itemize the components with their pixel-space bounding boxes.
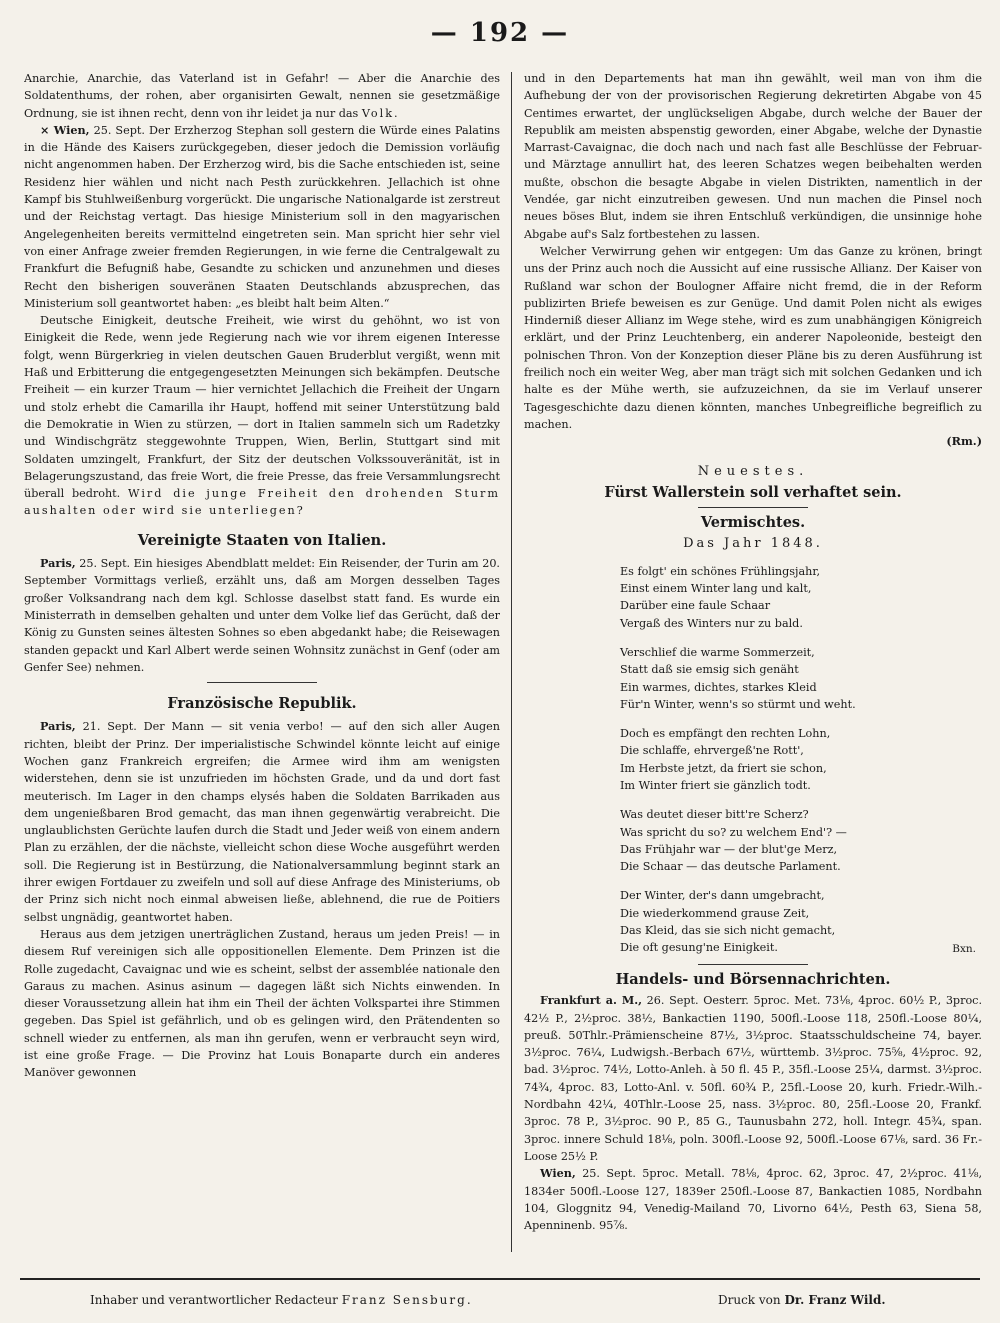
market-report-frankfurt [524, 992, 982, 1165]
spaced-text: Wird die junge Freiheit den drohenden Sturm aushalten oder wird sie unterliegen? [24, 487, 500, 518]
article-text: 25. Sept. Ein hiesiges Abendblatt meldet: Ein Reisender, der Turin am 20. September Vormittags verließ, erzählt uns, daß am Morgen desselben Tages großer Volksandrang nach dem kgl. Schlosse daselbst statt fand. Es wurde ein Ministerrath in demselben gehalten und unter dem Volke lief das Gerücht, daß der König zu Gunsten seines ältesten Sohnes so eben abgedankt habe; die Reisewagen standen gepackt und Karl Albert werde seinen Wohnsitz zunächst in Genf (oder am Genfer See) nehmen. [24, 557, 500, 674]
poem-line: Vergaß des Winters nur zu bald. [620, 616, 803, 630]
poem-stanza [620, 563, 982, 632]
poem-line: Im Winter friert sie gänzlich todt. [620, 778, 811, 792]
poem-line: Für'n Winter, wenn's so stürmt und weht. [620, 697, 856, 711]
poem-stanza [620, 806, 982, 875]
article-wien [24, 122, 500, 312]
paragraph-text: Anarchie, Anarchie, das Vaterland ist in Gefahr! — Aber die Anarchie des Soldatenthums, der rohen, aber organisirten Gewalt, nennen sie gesetzmäßige Ordnung, sie ist ihnen recht, denn von ihr leidet ja nur das [24, 72, 500, 120]
right-column [524, 70, 982, 1255]
poem-line: Die schlaffe, ehrvergeß'ne Rott', [620, 744, 804, 758]
footer-name: Dr. Franz Wild. [784, 1293, 886, 1307]
poem-title: Das Jahr 1848. [683, 536, 823, 552]
column-divider [511, 72, 512, 1252]
market-text: 26. Sept. Oesterr. 5proc. Met. 73⅛, 4proc. 60½ P., 3proc. 42½ P., 2½proc. 38½, Bankactien 1190, 500fl.-Loose 118, 250fl.-Loose 80¼, preuß. 50Thlr.-Prämienscheine 87½, 3½proc. Staatsschuldscheine 74, bayer. 3½proc. 76¼, Ludwigsh.-Berbach 67½, württemb. 3½proc. 75⅝, 4½proc. 92, bad. 3½proc. 74½, Lotto-Anleh. à 50 fl. 45 P., 35fl.-Loose 25¼, darmst. 3½proc. 74¾, 4proc. 83, Lotto-Anl. v. 50fl. 60¾ P., 25fl.-Loose 20, kurh. Friedr.-Wilh.-Nordbahn 42¼, 40Thlr.-Loose 25, nass. 3½proc. 80, 25fl.-Loose 20, Frankf. 3proc. 78 P., 3½proc. 90 P., 85 G., Taunusbahn 272, holl. Integr. 45¾, span. 3proc. innere Schuld 18⅛, poln. 300fl.-Loose 92, 500fl.-Loose 67⅛, sard. 36 Fr.-Loose 25½ P. [524, 994, 982, 1163]
paragraph-text: Deutsche Einigkeit, deutsche Freiheit, wie wirst du gehöhnt, wo ist von Einigkeit die Rede, wenn jede Regierung nach wie vor ihrem eigenen Interesse folgt, wenn Bürgerkrieg in vielen deutschen Gauen Bruderblut vergißt, wenn mit Haß und Erbitterung die entgegengesetzten Meinungen sich bekämpfen. Deutsche Freiheit — ein kurzer Traum — hier vernichtet Jellachich die Freiheit der Ungarn und stolz erhebt die Camarilla ihr Haupt, hoffend mit seiner Unterstützung bald die Demokratie in Wien zu stürzen, — dort in Italien sammeln sich um Radetzky und Windischgrätz steggewohnte Truppen, Wien, Berlin, Stuttgart sind mit Soldaten umzingelt, Frankfurt, der Sitz der deutschen Volkssouveränität, ist in Belagerungszustand, das freie Wort, die freie Presse, das freie Versammlungsrecht überall bedroht. [24, 314, 500, 501]
dateline: ⨯ Wien, [40, 122, 90, 137]
poem-line: Darüber eine faule Schaar [620, 599, 771, 613]
poem-line: Statt daß sie emsig sich genäht [620, 663, 799, 677]
dateline: Wien, [540, 1166, 576, 1181]
poem-line: Die wiederkommend grause Zeit, [620, 906, 810, 920]
section-heading-vermischtes: Vermischtes. [700, 514, 806, 532]
footer-label: Inhaber und verantwortlicher Redacteur [90, 1293, 338, 1307]
dateline: Paris, [40, 719, 76, 734]
section-separator [698, 964, 808, 965]
article-text: 21. Sept. Der Mann — sit venia verbo! — auf den sich aller Augen richten, bleibt der Prinz. Der imperialistische Schwindel könnte leicht auf einige Wochen ganz Frankreich ergreifen; die Armee wird ihm am wenigsten widerstehen, denn sie ist unzufrieden im höchsten Grade, und da und dort fast meuterisch. Im Lager in den champs elysés haben die Soldaten Barrikaden aus dem ungenießbaren Brod gemacht, das man ihnen gegenwärtig verabreicht. Die unglaublichsten Gerüchte laufen durch die Stadt und Jeder weiß von einem andern Plan zu erzählen, der die nächste, vielleicht schon diese Woche ausgeführt werden soll. Die Regierung ist in Bestürzung, die Nationalversammlung beginnt stark an ihrer ewigen Fortdauer zu zweifeln und soll auf diese Anfrage des Ministeriums, ob der Prinz sich nicht noch einmal abweisen ließe, ablehnend, die rue de Poitiers selbst ungnädig, geantwortet haben. [24, 720, 500, 924]
poem-line: Doch es empfängt den rechten Lohn, [620, 727, 831, 741]
article-paris-frankreich [24, 718, 500, 926]
poem-line: Die Schaar — das deutsche Parlament. [620, 860, 841, 874]
article-signature: (Rm.) [946, 434, 982, 449]
poem-line: Was spricht du so? zu welchem End'? — [620, 825, 847, 839]
poem-signature: Bxn. [952, 942, 976, 955]
poem-line: Das Kleid, das sie sich nicht gemacht, [620, 924, 836, 938]
dateline: Frankfurt a. M., [540, 993, 643, 1008]
footer-printer [718, 1293, 886, 1307]
poem-line: Was deutet dieser bitt're Scherz? [620, 808, 809, 822]
poem-line: Das Frühjahr war — der blut'ge Merz, [620, 842, 838, 856]
market-text: 25. Sept. 5proc. Metall. 78⅛, 4proc. 62, 3proc. 47, 2½proc. 41⅛, 1834er 500fl.-Loose 127, 1839er 250fl.-Loose 87, Bankactien 1085, Nordbahn 104, Gloggnitz 94, Venedig-Mailand 70, Livorno 64½, Pesth 63, Siena 58, Apenninenb. 95⅞. [524, 1167, 982, 1233]
article-paragraph [24, 70, 500, 122]
poem-line: Einst einem Winter lang und kalt, [620, 582, 812, 596]
article-paragraph: Heraus aus dem jetzigen unerträglichen Zustand, heraus um jeden Preis! — in diesem Ruf vereinigen sich alle oppositionellen Elemente. Dem Prinzen ist die Rolle zugedacht, Cavaignac und wie es scheint, selbst der assemblée nationale den Garaus zu machen. Asinus asinum — dagegen läßt sich Nichts einwenden. In dieser Voraussetzung allein hat ihm ein Theil der ächten Volkspartei ihre Stimmen gegeben. Das Spiel ist gefährlich, und ob es gelingen wird, den Prätendenten so schnell wieder zu entfernen, als man ihn gerufen, wenn er verbraucht seyn wird, ist eine große Frage. — Die Provinz hat Louis Bonaparte durch ein anderes Manöver gewonnen [24, 927, 500, 1080]
footer-publisher [90, 1293, 473, 1307]
section-heading-neuestes: Neuestes. [697, 463, 809, 479]
footer-label: Druck von [718, 1293, 781, 1307]
page-number: — 192 — [430, 18, 570, 48]
poem-line: Ein warmes, dichtes, starkes Kleid [620, 680, 817, 694]
article-paragraph: Welcher Verwirrung gehen wir entgegen: Um das Ganze zu krönen, bringt uns der Prinz auch noch die Aussicht auf eine russische Allianz. Der Kaiser von Rußland war schon der Boulogner Affaire nicht fremd, die in der Reform publizirten Briefe beweisen es zur Genüge. Und damit Polen nicht als ewiges Hinderniß dieser Allianz im Wege stehe, wird es zum unabhängigen Königreich erklärt, und der Prinz Leuchtenberg, ein anderer Napoleonide, besteigt den polnischen Thron. Von der Konzeption dieser Pläne bis zu deren Ausführung ist freilich noch ein weiter Weg, aber man trägt sich mit solchen Gedanken und ich halte es der Mühe werth, sie aufzuzeichnen, da sie im Verlauf unserer Tagesgeschichte dazu dienen könnten, manches Unbegreifliche begreiflich zu machen. [524, 244, 982, 431]
poem-stanza [620, 725, 982, 794]
section-separator [698, 507, 808, 508]
poem-line: Die oft gesung'ne Einigkeit. [620, 941, 778, 955]
article-text: 25. Sept. Der Erzherzog Stephan soll gestern die Würde eines Palatins in die Hände des Kaisers zurückgegeben, dieser jedoch die Demission vorläufig nicht angenommen haben. Der Erzherzog wird, bis die Sache entschieden ist, seine Residenz hier wählen und nicht nach Pesth zurückkehren. Jellachich ist ohne Kampf bis Stuhlweißenburg vorgerückt. Die ungarische Nationalgarde ist zerstreut und der Reichstag vertagt. Das hiesige Ministerium soll in den magyarischen Angelegenheiten bereits vermittelnd eingetreten sein. Man spricht hier sehr viel von einer Anfrage zweier fremden Regierungen, in wie ferne die Centralgewalt zu Frankfurt die Befugniß habe, Gesandte zu schicken und anzunehmen und dieses Recht den bisherigen souveränen Staaten Deutschlands abzusprechen, das Ministerium soll geantwortet haben: „es bleibt halt beim Alten.“ [24, 123, 500, 310]
section-heading-frankreich: Französische Republik. [167, 695, 357, 713]
section-heading-italien: Vereinigte Staaten von Italien. [137, 531, 387, 549]
headline-wallerstein: Fürst Wallerstein soll verhaftet sein. [604, 483, 902, 501]
poem [620, 563, 982, 957]
section-heading-handel: Handels- und Börsennachrichten. [615, 970, 891, 988]
poem-line: Verschlief die warme Sommerzeit, [620, 645, 815, 659]
poem-line: Es folgt' ein schönes Frühlingsjahr, [620, 564, 821, 578]
spaced-text: Volk. [361, 106, 400, 120]
footer-name: Franz Sensburg. [341, 1293, 473, 1307]
dateline: Paris, [40, 556, 76, 571]
poem-stanza [620, 644, 982, 713]
article-paris-italien [24, 555, 500, 676]
footer-rule [20, 1278, 980, 1280]
article-paragraph [24, 312, 500, 520]
section-separator [207, 682, 317, 683]
market-report-wien [524, 1165, 982, 1234]
article-paragraph: und in den Departements hat man ihn gewählt, weil man von ihm die Aufhebung der von der provisorischen Regierung dekretirten Abgabe von 45 Centimes erwartet, der unglückseligen Abgabe, durch welche der Bauer der Republik am meisten abspenstig geworden, einer Abgabe, welche der Dynastie Marrast-Cavaignac, die doch nach und nach fast alle Beschlüsse der Februar- und Märztage annullirt hat, des leeren Schatzes wegen beibehalten werden mußte, obschon die besagte Abgabe in vielen Distrikten, namentlich in der Vendée, gar nicht einzutreiben gewesen. Und nun machen die Pinsel noch neues böses Blut, indem sie ihren Entschluß verkündigen, die unsinnige hohe Abgabe auf's Salz fortbestehen zu lassen. [524, 72, 982, 241]
left-column [24, 70, 500, 1255]
poem-line: Der Winter, der's dann umgebracht, [620, 889, 825, 903]
poem-line: Im Herbste jetzt, da friert sie schon, [620, 761, 827, 775]
